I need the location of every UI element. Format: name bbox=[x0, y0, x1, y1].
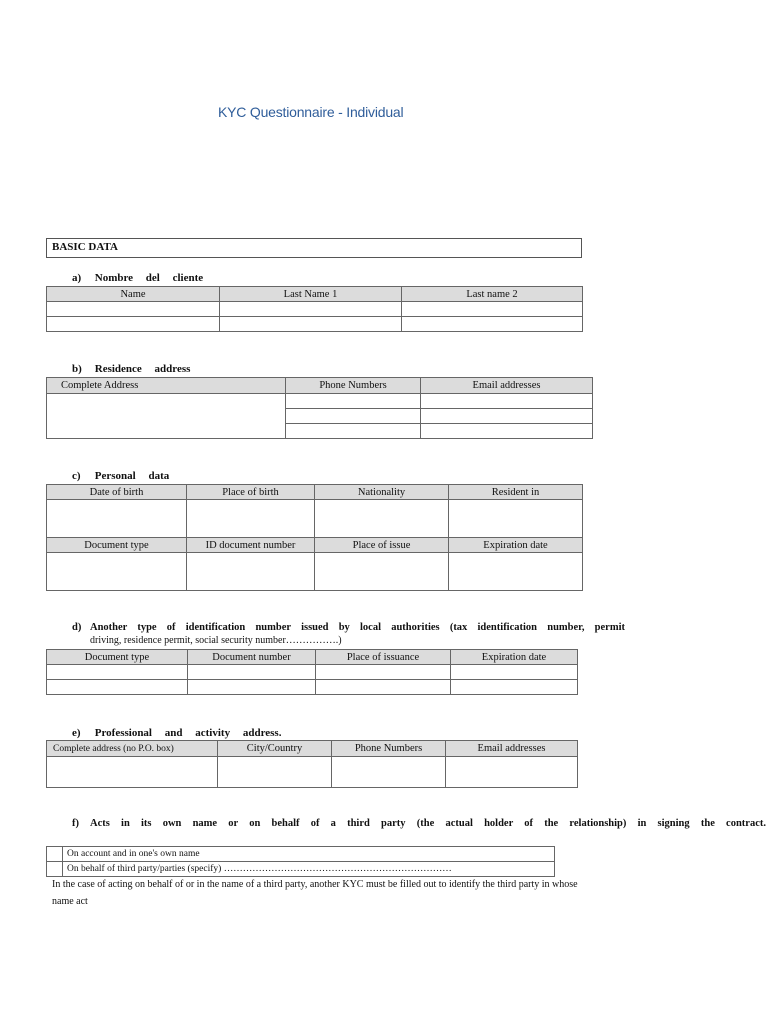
name-cell[interactable] bbox=[47, 317, 220, 332]
section-b-label bbox=[72, 363, 200, 375]
place-of-issue-cell[interactable] bbox=[315, 553, 449, 591]
phone-cell[interactable] bbox=[286, 424, 421, 439]
column-header: Document type bbox=[47, 538, 187, 553]
last-name-1-cell[interactable] bbox=[220, 317, 402, 332]
option-third-party: On behalf of third party/parties (specify) ……………………………………………………………… bbox=[63, 862, 555, 877]
section-a-label bbox=[72, 272, 213, 284]
acting-capacity-table bbox=[46, 846, 555, 877]
nationality-cell[interactable] bbox=[315, 500, 449, 538]
section-c-tag: c) bbox=[72, 470, 81, 482]
column-header: ID document number bbox=[187, 538, 315, 553]
column-header: Complete Address bbox=[47, 378, 286, 394]
place-of-issuance-cell[interactable] bbox=[316, 665, 451, 680]
column-header: City/Country bbox=[218, 741, 332, 757]
section-c-label bbox=[72, 470, 179, 482]
document-type-cell[interactable] bbox=[47, 665, 188, 680]
option-own-name: On account and in one's own name bbox=[63, 847, 555, 862]
complete-address-cell[interactable] bbox=[47, 757, 218, 788]
column-header: Place of issue bbox=[315, 538, 449, 553]
document-number-cell[interactable] bbox=[188, 680, 316, 695]
section-f-label bbox=[72, 818, 766, 829]
column-header: Email addresses bbox=[446, 741, 578, 757]
professional-address-table bbox=[46, 740, 578, 788]
city-country-cell[interactable] bbox=[218, 757, 332, 788]
section-e-label bbox=[72, 727, 291, 739]
other-id-table bbox=[46, 649, 578, 695]
place-of-issuance-cell[interactable] bbox=[316, 680, 451, 695]
section-a-word: del bbox=[145, 272, 160, 284]
column-header: Email addresses bbox=[421, 378, 593, 394]
last-name-2-cell[interactable] bbox=[402, 317, 583, 332]
column-header: Document number bbox=[188, 650, 316, 665]
resident-in-cell[interactable] bbox=[449, 500, 583, 538]
column-header: Last Name 1 bbox=[220, 287, 402, 302]
email-cell[interactable] bbox=[421, 409, 593, 424]
column-header: Phone Numbers bbox=[332, 741, 446, 757]
section-c-word: data bbox=[148, 470, 170, 482]
section-d-line1: Another type of identification number issued by local authorities (tax identification number, permit bbox=[90, 622, 625, 633]
column-header: Complete address (no P.O. box) bbox=[47, 741, 218, 757]
expiration-date-cell[interactable] bbox=[449, 553, 583, 591]
document-number-cell[interactable] bbox=[188, 665, 316, 680]
column-header: Last name 2 bbox=[402, 287, 583, 302]
phone-cell[interactable] bbox=[332, 757, 446, 788]
column-header: Phone Numbers bbox=[286, 378, 421, 394]
phone-cell[interactable] bbox=[286, 394, 421, 409]
column-header: Place of issuance bbox=[316, 650, 451, 665]
personal-data-table bbox=[46, 484, 583, 591]
last-name-2-cell[interactable] bbox=[402, 302, 583, 317]
date-of-birth-cell[interactable] bbox=[47, 500, 187, 538]
page-title: KYC Questionnaire - Individual bbox=[218, 104, 404, 120]
section-a-tag: a) bbox=[72, 272, 82, 284]
section-f-tag: f) bbox=[72, 818, 79, 829]
column-header: Name bbox=[47, 287, 220, 302]
document-type-cell[interactable] bbox=[47, 553, 187, 591]
third-party-note-line1: In the case of acting on behalf of or in the name of a third party, another KYC must be filled out to identify the third party in whose bbox=[52, 879, 578, 890]
section-e-word: activity bbox=[195, 727, 231, 739]
section-b-word: address bbox=[154, 363, 191, 375]
document-type-cell[interactable] bbox=[47, 680, 188, 695]
column-header: Expiration date bbox=[449, 538, 583, 553]
section-e-word: and bbox=[164, 727, 183, 739]
section-d-label bbox=[72, 622, 625, 633]
place-of-birth-cell[interactable] bbox=[187, 500, 315, 538]
section-e-tag: e) bbox=[72, 727, 81, 739]
checkbox[interactable] bbox=[47, 862, 63, 877]
column-header: Expiration date bbox=[451, 650, 578, 665]
expiration-date-cell[interactable] bbox=[451, 680, 578, 695]
complete-address-cell[interactable] bbox=[47, 394, 286, 439]
name-cell[interactable] bbox=[47, 302, 220, 317]
section-b-tag: b) bbox=[72, 363, 82, 375]
section-d-tag: d) bbox=[72, 622, 82, 633]
column-header: Place of birth bbox=[187, 485, 315, 500]
email-cell[interactable] bbox=[421, 424, 593, 439]
email-cell[interactable] bbox=[446, 757, 578, 788]
client-name-table bbox=[46, 286, 583, 332]
section-f-line: Acts in its own name or on behalf of a third party (the actual holder of the relationship) in signing the contract. bbox=[90, 818, 766, 829]
section-a-word: cliente bbox=[172, 272, 204, 284]
last-name-1-cell[interactable] bbox=[220, 302, 402, 317]
expiration-date-cell[interactable] bbox=[451, 665, 578, 680]
checkbox[interactable] bbox=[47, 847, 63, 862]
section-d-line2: driving, residence permit, social security number…………….) bbox=[90, 635, 342, 646]
residence-address-table bbox=[46, 377, 593, 439]
column-header: Date of birth bbox=[47, 485, 187, 500]
section-c-word: Personal bbox=[94, 470, 136, 482]
id-document-number-cell[interactable] bbox=[187, 553, 315, 591]
basic-data-heading: BASIC DATA bbox=[46, 238, 582, 258]
section-e-word: address. bbox=[242, 727, 282, 739]
phone-cell[interactable] bbox=[286, 409, 421, 424]
column-header: Nationality bbox=[315, 485, 449, 500]
column-header: Resident in bbox=[449, 485, 583, 500]
section-b-word: Residence bbox=[94, 363, 142, 375]
email-cell[interactable] bbox=[421, 394, 593, 409]
section-a-word: Nombre bbox=[94, 272, 134, 284]
third-party-note-line2: name act bbox=[52, 896, 88, 907]
column-header: Document type bbox=[47, 650, 188, 665]
section-e-word: Professional bbox=[94, 727, 152, 739]
